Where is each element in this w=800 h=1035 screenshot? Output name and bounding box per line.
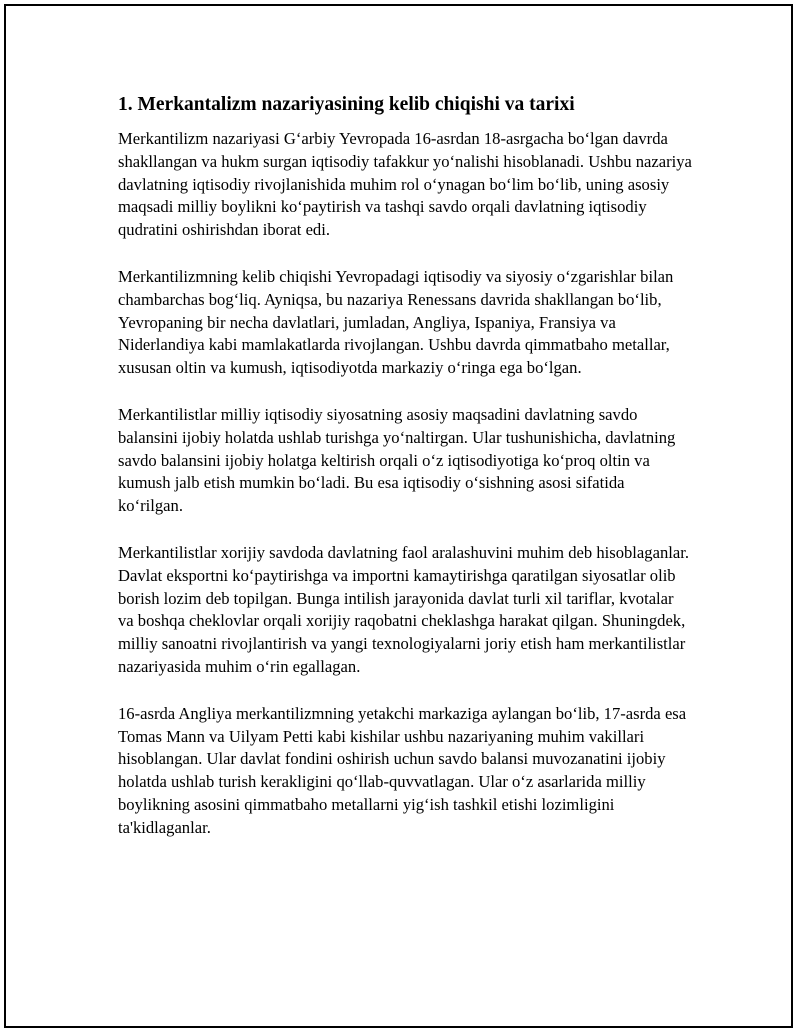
paragraph-2: Merkantilizmning kelib chiqishi Yevropadagi iqtisodiy va siyosiy o‘zgarishlar bilan chambarchas bog‘liq. Ayniqsa, bu nazariya Renessans davrida shakllangan bo‘lib, Yevropaning bir necha davlatlari, jumladan, Angliya, Ispaniya, Fransiya va Niderlandiya kabi mamlakatlarda rivojlangan. Ushbu davrda qimmatbaho metallar, xususan oltin va kumush, iqtisodiyotda markaziy o‘ringa ega bo‘lgan. <box>118 266 674 378</box>
document-body <box>118 92 693 864</box>
paragraph-1: Merkantilizm nazariyasi G‘arbiy Yevropada 16-asrdan 18-asrgacha bo‘lgan davrda shakllangan va hukm surgan iqtisodiy tafakkur yo‘nalishi hisoblanadi. Ushbu nazariya davlatning iqtisodiy rivojlanishida muhim rol o‘ynagan bo‘lim bo‘lib, uning asosiy maqsadi milliy boylikni ko‘paytirish va tashqi savdo orqali davlatning iqtisodiy qudratini oshirishdan iborat edi. <box>118 129 692 240</box>
paragraph-5: 16-asrda Angliya merkantilizmning yetakchi markaziga aylangan bo‘lib, 17-asrda esa Tomas Mann va Uilyam Petti kabi kishilar ushbu nazariyaning muhim vakillari hisoblangan. Ular davlat fondini oshirish uchun savdo balansi muvozanatini ijobiy holatda ushlab turish kerakligini qo‘llab-quvvatlagan. Ular o‘z asarlarida milliy boylikning asosini qimmatbaho metallarni yig‘ish tashkil etishi lozimligini ta'kidlaganlar. <box>118 703 687 837</box>
section-heading: 1. Merkantalizm nazariyasining kelib chiqishi va tarixi <box>118 94 575 115</box>
paragraph-3: Merkantilistlar milliy iqtisodiy siyosatning asosiy maqsadini davlatning savdo balansini ijobiy holatda ushlab turishga yo‘naltirgan. Ular tushunishicha, davlatning savdo balansini ijobiy holatga keltirish orqali o‘z iqtisodiyotiga ko‘proq oltin va kumush jalb etish mumkin bo‘ladi. Bu esa iqtisodiy o‘sishning asosi sifatida ko‘rilgan. <box>118 404 676 516</box>
paragraph-4: Merkantilistlar xorijiy savdoda davlatning faol aralashuvini muhim deb hisoblaganlar. Davlat eksportni ko‘paytirishga va importni kamaytirishga qaratilgan siyosatlar olib borish lozim deb topilgan. Bunga intilish jarayonida davlat turli xil tariflar, kvotalar va boshqa cheklovlar orqali xorijiy raqobatni cheklashga harakat qilgan. Shuningdek, milliy sanoatni rivojlantirish va yangi texnologiyalarni joriy etish ham merkantilistlar nazariyasida muhim o‘rin egallagan. <box>118 542 689 676</box>
